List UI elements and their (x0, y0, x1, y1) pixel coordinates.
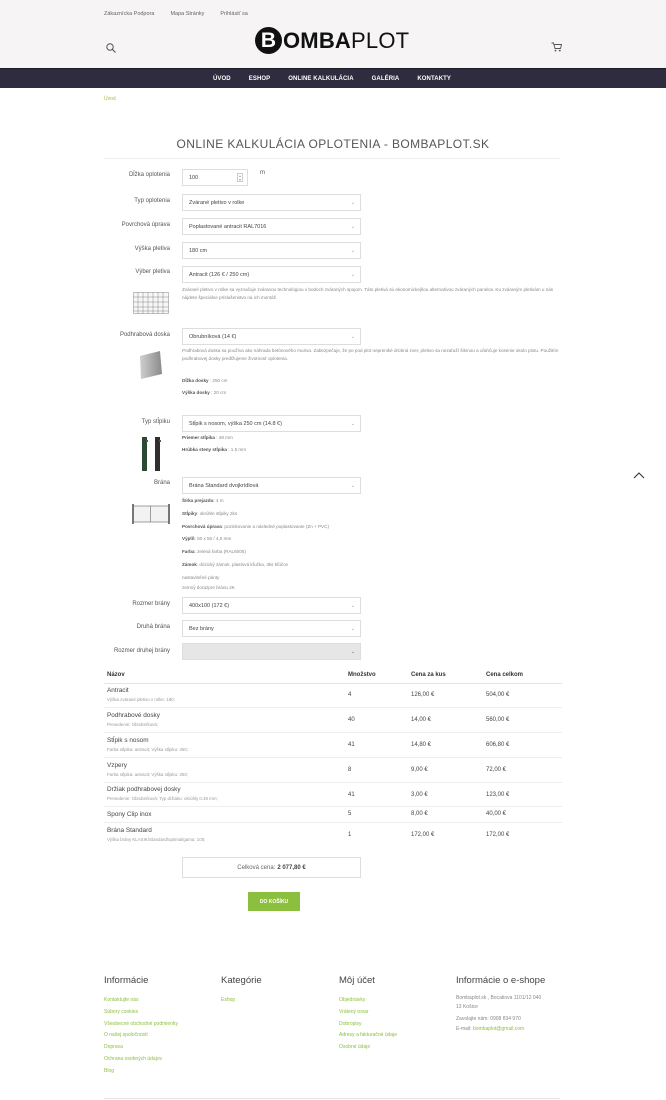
chevron-down-icon: ⌄ (350, 334, 355, 340)
surface-select[interactable] (182, 218, 361, 235)
row-unit: 9,00 € (411, 767, 428, 773)
label-typ: Typ oplotenia (134, 198, 170, 204)
post-wall: Hrúbka steny stĺpika : 1.5 mm (182, 447, 247, 452)
footer-shop-info (456, 975, 545, 1034)
second-gate-select[interactable] (182, 620, 361, 637)
unit-m: m (260, 170, 265, 176)
col-unit: Cena za kus (411, 672, 446, 678)
footer-categories (221, 975, 262, 1007)
shop-email: E-mail: bombaplot@gmail.com (456, 1026, 525, 1032)
row-total: 560,00 € (486, 717, 510, 723)
nav-galeria[interactable]: GALÉRIA (371, 76, 400, 82)
row-unit: 14,00 € (411, 717, 432, 723)
row-total: 172,00 € (486, 832, 510, 838)
length-input[interactable] (182, 169, 248, 186)
table-row (104, 758, 562, 783)
chevron-down-icon: ⌄ (350, 200, 355, 206)
mesh-value: Antracit (126 € / 250 cm) (189, 271, 250, 278)
row-name: Stĺpik s nosom (107, 737, 149, 744)
table-header (104, 668, 562, 684)
row-unit: 8,00 € (411, 811, 428, 817)
gate-size-value: 400x100 (172 €) (189, 602, 230, 609)
page-title: ONLINE KALKULÁCIA OPLOTENIA - BOMBAPLOT.SK (176, 137, 490, 151)
footer-link[interactable]: Objednávky (339, 997, 366, 1003)
footer-info (104, 975, 178, 1078)
nav-kalkulacia[interactable]: ONLINE KALKULÁCIA (288, 76, 354, 82)
logo-text: OMBAPLOT (283, 27, 410, 53)
chevron-down-icon: ⌄ (350, 272, 355, 278)
top-links (104, 11, 248, 17)
board-description: Podhrabová doska sa používa ako náhrada betónového muriva. Zabezpečuje, že po pod plot nepreniké drobná zver, pletivo sa nezaťaží šikmou a uľahčuje kosenie okolo plotu. Použitím podhrabovej dosky predlžujeme životnosť oplotenia. (182, 348, 559, 361)
nav-kontakty[interactable]: KONTAKTY (417, 76, 452, 82)
row-name: Spony Clip inox (107, 811, 152, 818)
chevron-down-icon: ⌄ (350, 483, 355, 489)
main-nav (0, 68, 666, 88)
table-row (104, 823, 562, 848)
length-value: 100 (189, 174, 199, 181)
label-vyber: Výber pletiva (135, 269, 170, 275)
board-height: Výška dosky : 20 cm (182, 390, 227, 395)
board-image (138, 350, 164, 380)
row-qty: 41 (348, 792, 355, 798)
footer-link[interactable]: Súbory cookies (104, 1008, 139, 1015)
table-row (104, 807, 562, 823)
height-value: 180 cm (189, 247, 208, 254)
footer-heading: Kategórie (221, 975, 262, 986)
row-total: 606,80 € (486, 742, 510, 748)
post-diameter: Priemer stĺpika : 48 mm (182, 435, 233, 440)
footer-link[interactable]: Adresy a fakturačné údaje (339, 1032, 398, 1039)
height-select[interactable] (182, 242, 361, 259)
row-sub: Výška zvárané pletivo v rolke: 180; (107, 697, 175, 702)
fence-type-value: Zvárané pletivo v rolke (189, 199, 245, 206)
scroll-top-icon[interactable] (633, 470, 645, 480)
footer-heading: Informácie (104, 975, 149, 986)
footer-divider (104, 1098, 560, 1099)
chevron-down-icon: ⌄ (350, 421, 355, 427)
label-stlpik: Typ stĺpiku (141, 419, 170, 425)
gate-image (132, 504, 170, 524)
email-link[interactable]: bombaplot@gmail.com (472, 1026, 525, 1032)
footer-link[interactable]: Doprava (104, 1044, 123, 1051)
row-sub: Prevedenie: Obrubníková; Typ držiaku: okrúhly 0.48 mm; (107, 796, 218, 801)
label-dlzka: Dĺžka oplotenia (128, 172, 170, 178)
label-rozmer: Rozmer brány (132, 601, 170, 607)
label-rozmer2: Rozmer druhej brány (113, 648, 170, 654)
gate-value: Brána Standard dvojkrídlová (189, 482, 259, 489)
logo[interactable] (255, 27, 409, 54)
chevron-down-icon: ⌄ (350, 248, 355, 254)
footer-link[interactable]: Všeobecné obchodné podmienky (104, 1020, 178, 1027)
row-name: Držiak podhrabovej dosky (107, 786, 181, 793)
gate-specs: Šírka prejazdu: 4 m Stĺpiky: okrúhle stĺpiky 2ks Povrchová úprava: pozinkovanie a následné poplastovanie (Zn + PVC) Výplň: 50 x 50 / 4,0 mm Farba: zelená farba (RAL6005) Zámok: dózický zámok, plastová kľučka, 3ks kľúčov nastaviteľné pánty zemný dorazpre bránu 2K (182, 498, 329, 590)
shop-phone: Zavolajte nám: 0908 834 970 (456, 1016, 521, 1022)
footer-link[interactable]: Osobné údaje (339, 1044, 371, 1051)
board-select[interactable] (182, 328, 361, 345)
row-name: Vzpery (107, 762, 127, 769)
search-icon[interactable] (106, 43, 116, 53)
footer-account (339, 975, 397, 1054)
breadcrumb[interactable]: Úvod (104, 96, 116, 102)
nav-eshop[interactable]: ESHOP (248, 76, 271, 82)
table-row (104, 783, 562, 807)
footer-heading: Môj účet (339, 975, 375, 986)
post-image (140, 436, 164, 472)
label-vyska: Výška pletiva (134, 246, 170, 252)
row-sub: Prevedenie: Obrubníková; (107, 722, 159, 727)
row-total: 72,00 € (486, 767, 507, 773)
table-row (104, 708, 562, 733)
mesh-image (133, 292, 169, 314)
row-unit: 126,00 € (411, 692, 435, 698)
row-total: 123,00 € (486, 792, 510, 798)
link-sitemap[interactable]: Mapa Stránky (170, 11, 205, 17)
board-value: Obrubníková (14 €) (189, 333, 237, 340)
footer-link[interactable]: Blog (104, 1067, 115, 1074)
table-row (104, 684, 562, 708)
row-total: 504,00 € (486, 692, 510, 698)
footer-link[interactable]: Ochrana osobných údajov (104, 1055, 163, 1062)
add-to-cart-button[interactable]: DO KOŠÍKU (248, 892, 300, 911)
row-qty: 5 (348, 811, 352, 817)
total-label: Celková cena: (237, 864, 276, 871)
shop-city: 13 Košice (456, 1004, 478, 1010)
row-total: 40,00 € (486, 811, 507, 817)
row-name: Antracit (107, 687, 129, 694)
footer-link[interactable]: Eshop (221, 997, 236, 1003)
row-qty: 8 (348, 767, 352, 773)
gate-select[interactable] (182, 477, 361, 494)
post-select[interactable] (182, 415, 361, 432)
number-spinner-icon[interactable]: ▲ ▼ (238, 174, 242, 182)
second-gate-value: Bez brány (189, 625, 214, 632)
row-qty: 4 (348, 692, 352, 698)
row-sub: Výška brány KLASIK/Standard/optimal/gama: 100; (107, 837, 206, 842)
fence-type-select[interactable] (182, 194, 361, 211)
logo-badge: B (255, 27, 282, 54)
total-price (182, 857, 361, 878)
top-header (0, 0, 666, 68)
divider (104, 158, 560, 159)
row-unit: 14,80 € (411, 742, 432, 748)
surface-value: Poplastované antracit RAL7016 (189, 223, 267, 230)
col-name: Názov (107, 672, 125, 678)
cart-icon[interactable] (551, 42, 562, 52)
shop-address: Bombaplot.sk , Bocatiova 1101/12 040 (456, 995, 542, 1001)
total-value: 2 077,80 € (277, 864, 306, 871)
chevron-down-icon: ⌄ (350, 626, 355, 632)
footer-link[interactable]: Dobropisy (339, 1020, 362, 1027)
mesh-description: Zvárané pletivo v rolke sa vyznačuje zváranou technológiou v bodoch zváraných spojom. Táto pletivá sú ekonomickejšou alternatívou zváraných panelov. Ku zváraným pletivám u nás nájdete špeciálne príslušenstvo na ich montáž. (182, 287, 554, 300)
chevron-down-icon: ⌄ (350, 603, 355, 609)
link-login[interactable]: Prihlásiť sa (220, 11, 248, 17)
label-druha: Druhá brána (136, 624, 170, 630)
chevron-down-icon: ⌄ (350, 224, 355, 230)
footer-link[interactable]: O našej spoločnosti (104, 1032, 148, 1039)
mesh-select[interactable] (182, 266, 361, 283)
label-povrch: Povrchová úprava (121, 222, 170, 228)
footer-link[interactable]: Kontaktujte nás (104, 997, 139, 1003)
board-length: Dĺžka dosky : 250 cm (182, 378, 228, 383)
label-podhrab: Podhrabová doska (119, 332, 170, 338)
post-value: Stĺpik s nosom, výška 250 cm (14.8 €) (189, 420, 282, 427)
chevron-down-icon: ⌄ (350, 649, 355, 655)
footer-link[interactable]: Vrátený tovar (339, 1008, 369, 1015)
row-sub: Farba stĺpika: antracit; Výška stĺpiku: 250; (107, 772, 189, 777)
row-unit: 172,00 € (411, 832, 435, 838)
link-support[interactable]: Zákaznícka Podpora (104, 11, 155, 17)
second-gate-size-select (182, 643, 361, 660)
row-qty: 40 (348, 717, 355, 723)
row-qty: 1 (348, 832, 352, 838)
table-row (104, 733, 562, 758)
nav-uvod[interactable]: ÚVOD (213, 76, 231, 82)
col-total: Cena celkom (486, 672, 524, 678)
footer-heading: Informácie o e-shope (456, 975, 546, 986)
row-sub: Farba stĺpika: antracit; Výška stĺpiku: 250; (107, 747, 189, 752)
row-name: Brána Standard (107, 827, 152, 834)
col-qty: Množstvo (348, 672, 376, 678)
row-qty: 41 (348, 742, 355, 748)
gate-size-select[interactable] (182, 597, 361, 614)
label-brana: Brána (153, 480, 170, 486)
row-name: Podhrabové dosky (107, 712, 160, 719)
row-unit: 3,00 € (411, 792, 428, 798)
